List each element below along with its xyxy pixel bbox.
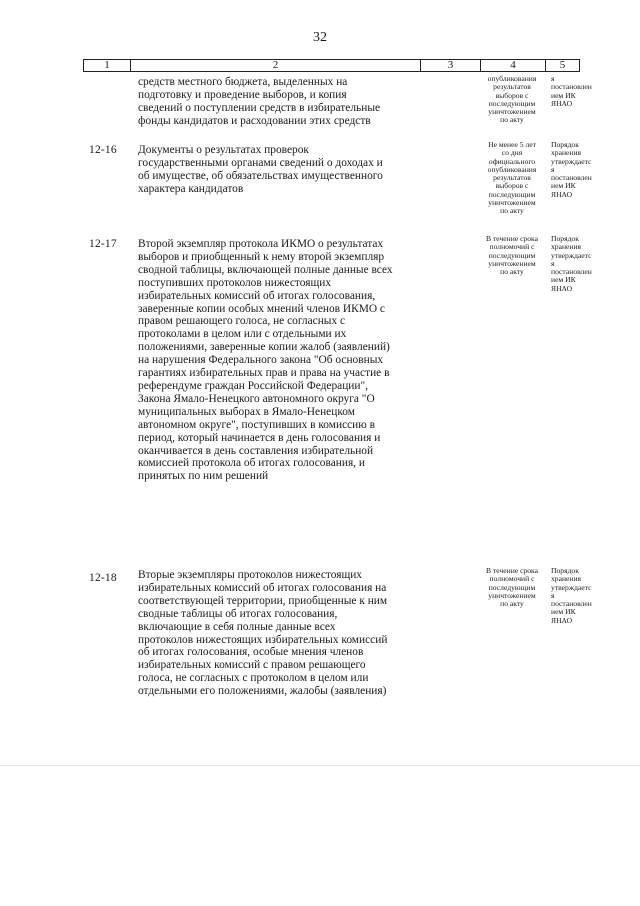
text-line: сводные таблицы об итогах голосования, [138, 607, 338, 620]
text-line: полномочий с [489, 574, 535, 584]
text-line: уничтожением [488, 258, 536, 268]
column-header-5: 5 [559, 59, 566, 71]
text-line: хранения [551, 242, 582, 252]
text-line: я [551, 258, 555, 268]
text-line: избирательных комиссий об итогах голосования на [138, 581, 387, 594]
text-line: принятых по ним решений [138, 470, 269, 483]
row-continuation-term [478, 75, 546, 125]
text-line: ием ИК [551, 90, 576, 100]
text-line: автономном округе", поступивших в комиссию в [138, 418, 376, 431]
text-line: утверждаетс [551, 582, 592, 592]
text-line: подготовку и проведение выборов, и копия [138, 88, 347, 101]
text-line: постановлен [551, 267, 592, 277]
text-line: В течение срока [486, 566, 538, 575]
text-line: последующим [488, 582, 536, 592]
text-line: уничтожением [488, 107, 536, 117]
text-line: последующим [488, 250, 536, 260]
text-line: характера кандидатов [138, 182, 244, 195]
text-line: Закона Ямало-Ненецкого автономного округа "О [138, 392, 375, 405]
text-line: Не менее 5 лет [488, 140, 536, 149]
text-line: сводной таблицы, включающей полные данные всех [138, 263, 393, 276]
text-line: соответствующей территории, приобщенные к ним [138, 594, 388, 607]
text-line: включающие в себя полные данные всех [138, 620, 336, 633]
text-line: результатов [493, 173, 531, 183]
text-line: последующим [488, 189, 536, 199]
row-number-12-17: 12-17 [89, 238, 117, 250]
text-line: последующим [488, 98, 536, 108]
text-line: выборов с [495, 90, 529, 100]
text-line: фонды кандидатов и расходовании этих средств [138, 114, 371, 127]
text-line: на нарушения Федерального закона "Об основных [138, 354, 384, 367]
column-header-3: 3 [421, 60, 481, 71]
text-line: ЯНАО [551, 98, 573, 108]
scan-bottom-area [0, 765, 640, 906]
text-line: опубликования [487, 164, 537, 174]
text-line: об имуществе, об обязательствах имущественного [138, 169, 383, 182]
text-line: Вторые экземпляры протоколов нижестоящих [138, 569, 363, 581]
text-line: Порядок [551, 566, 579, 575]
row-12-16-note [551, 141, 601, 199]
text-line: хранения [551, 148, 582, 158]
text-line: избирательных комиссий с правом решающего [138, 659, 366, 672]
text-line: я [551, 590, 555, 600]
row-12-17-note [551, 235, 601, 293]
text-line: отдельными его положениями, жалобы (заявления) [138, 685, 387, 698]
row-12-18-description [138, 569, 420, 698]
text-line: по акту [500, 267, 524, 277]
text-line: комиссией протокола об итогах голосования, и [138, 457, 365, 470]
text-line: уничтожением [488, 198, 536, 208]
text-line: хранения [551, 574, 582, 584]
row-number-12-18: 12-18 [89, 572, 117, 584]
text-line: положениями, заверенные копии жалоб (заявлений) [138, 341, 390, 354]
text-line: избирательных комиссий об итогах голосования, [138, 289, 376, 302]
text-line: протоколами в целом или с отдельными их [138, 328, 347, 341]
text-line: сведений о поступлении средств в избирательные [138, 101, 381, 114]
text-line: по акту [500, 599, 524, 609]
text-line: постановлен [551, 173, 592, 183]
row-continuation-note [551, 75, 601, 108]
row-12-16-term [478, 141, 546, 216]
text-line: ЯНАО [551, 615, 573, 625]
column-header-4: 4 [481, 60, 546, 71]
text-line: ием ИК [551, 275, 576, 285]
text-line: средств местного бюджета, выделенных на [138, 76, 348, 88]
row-number-12-16: 12-16 [89, 144, 117, 156]
text-line: ием ИК [551, 181, 576, 191]
text-line: Порядок [551, 140, 579, 149]
row-12-18-note [551, 567, 601, 625]
row-12-16-description [138, 144, 420, 196]
text-line: поступивших протоколов нижестоящих [138, 276, 332, 289]
text-line: по акту [500, 206, 524, 216]
text-line: протоколов нижестоящих избирательных комиссий [138, 633, 388, 646]
row-12-17-term [478, 235, 546, 276]
text-line: заверенные копии особых мнений членов ИКМО с [138, 302, 385, 315]
text-line: я [551, 74, 555, 83]
text-line: В течение срока [486, 234, 538, 243]
text-line: об итогах голосования, особые мнения членов [138, 646, 364, 659]
text-line: Порядок [551, 234, 579, 243]
text-line: ЯНАО [551, 283, 573, 293]
text-line: оканчивается в день составления избирательной [138, 444, 374, 457]
text-line: я [551, 164, 555, 174]
text-line: Документы о результатах проверок [138, 144, 309, 156]
text-line: голоса, не согласных с протоколом в целом или [138, 672, 369, 685]
text-line: по акту [500, 115, 524, 125]
text-line: утверждаетс [551, 156, 592, 166]
page-number: 32 [313, 30, 327, 45]
text-line: результатов [493, 82, 531, 92]
text-line: постановлен [551, 599, 592, 609]
text-line: государственными органами сведений о доходах и [138, 156, 383, 169]
row-12-18-term [478, 567, 546, 608]
text-line: муниципальных выборах в Ямало-Ненецком [138, 405, 355, 418]
row-continuation-description [138, 76, 420, 128]
text-line: опубликования [487, 74, 537, 83]
text-line: выборов и приобщенный к нему второй экземпляр [138, 250, 385, 263]
text-line: ЯНАО [551, 189, 573, 199]
table-header [83, 59, 580, 72]
text-line: официального [488, 156, 536, 166]
text-line: гарантиях избирательных прав и права на участие в [138, 367, 390, 380]
text-line: утверждаетс [551, 250, 592, 260]
text-line: постановлен [551, 82, 592, 92]
text-line: период, который начинается в день голосования и [138, 431, 381, 444]
text-line: выборов с [495, 181, 529, 191]
text-line: ием ИК [551, 607, 576, 617]
text-line: референдуме граждан Российской Федерации", [138, 379, 368, 392]
text-line: со дня [501, 148, 523, 158]
column-header-2: 2 [131, 60, 421, 71]
row-12-17-description [138, 238, 420, 483]
text-line: полномочий с [489, 242, 535, 252]
text-line: уничтожением [488, 590, 536, 600]
text-line: правом решающего голоса, не согласных с [138, 315, 346, 328]
text-line: Второй экземпляр протокола ИКМО о результатах [138, 238, 384, 250]
column-header-1: 1 [84, 60, 131, 71]
